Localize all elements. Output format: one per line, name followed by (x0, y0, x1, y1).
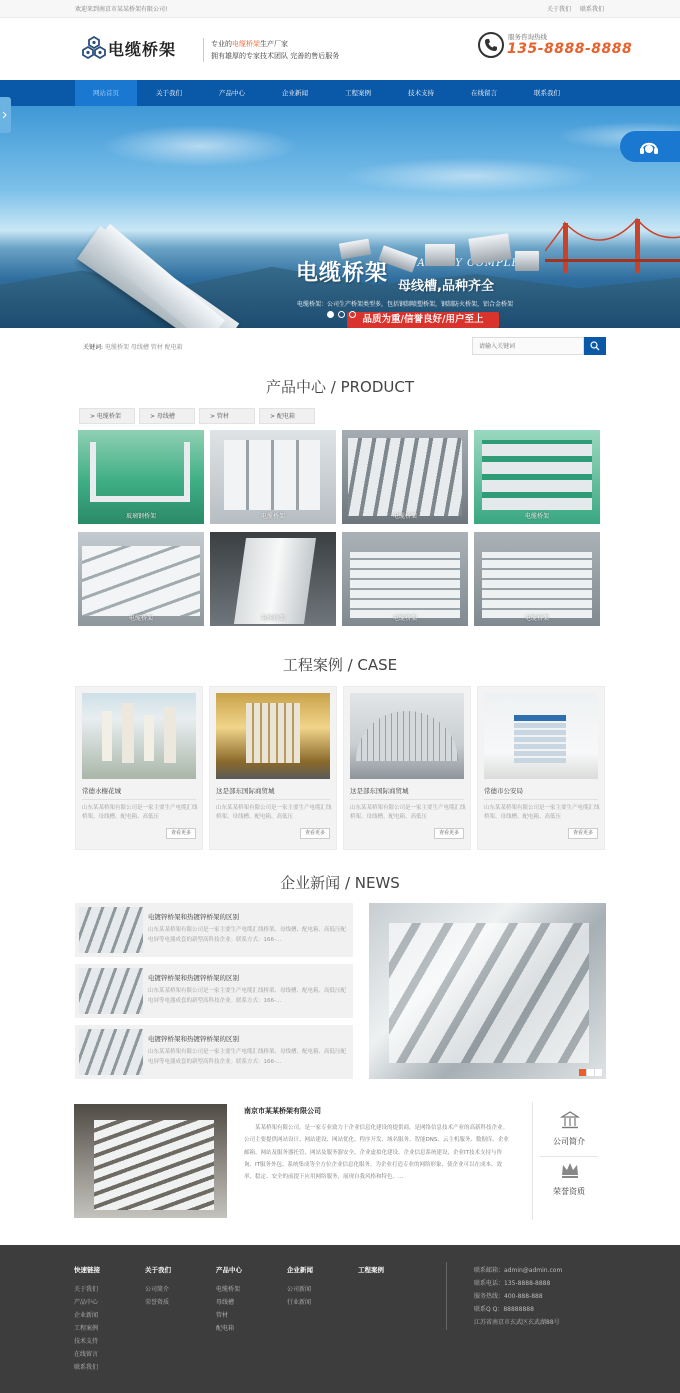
footer-link[interactable]: 母线槽 (216, 1299, 235, 1306)
about-side-honors[interactable]: 荣誉资质 (553, 1187, 585, 1196)
product-caption: 电缆桥架 (392, 513, 417, 520)
footer-link[interactable]: 电缆桥架 (216, 1286, 241, 1293)
case-divider (216, 799, 330, 800)
building-shape (246, 703, 300, 763)
about-image (74, 1104, 227, 1218)
news-title[interactable]: 电镀锌桥架和热镀锌桥架的区别 (148, 913, 239, 921)
banner-product-image (468, 233, 511, 264)
banner-title: 电缆桥架 (296, 261, 389, 286)
banner-product-image (515, 251, 539, 271)
nav-item-about[interactable]: 关于我们 (156, 89, 182, 97)
case-description: 山东某某桥架有限公司是一家主要生产电缆汇线桥架、母线槽、配电箱、高低压 (484, 805, 600, 820)
case-more-button[interactable]: 查看更多 (568, 828, 598, 839)
online-service-button[interactable] (620, 131, 680, 162)
footer-col-title: 关于我们 (145, 1266, 171, 1274)
case-divider (350, 799, 464, 800)
footer-link[interactable]: 企业新闻 (74, 1312, 99, 1319)
news-thumbnail (79, 1029, 143, 1075)
product-card[interactable] (342, 430, 468, 524)
case-more-button[interactable]: 查看更多 (434, 828, 464, 839)
footer-contact-email: 联系邮箱：admin@admin.com (474, 1267, 563, 1274)
about-title: 南京市某某桥架有限公司 (244, 1107, 321, 1115)
news-description: 山东某某桥架有限公司是一家主要生产电缆汇线桥架、母线槽、配电箱、高低压配电屏等电器成套的新型高科技企业。联系方式：166-... (148, 988, 347, 1004)
header-divider (203, 38, 204, 62)
case-description: 山东某某桥架有限公司是一家主要生产电缆汇线桥架、母线槽、配电箱、高低压 (350, 805, 466, 820)
product-tab-cable-tray[interactable]: > 电缆桥架 (79, 408, 135, 424)
footer-link[interactable]: 配电箱 (216, 1325, 235, 1332)
news-slider-dot-1[interactable] (579, 1069, 586, 1076)
logo-text[interactable]: 电缆桥架 (108, 40, 177, 59)
banner-dot-2[interactable] (338, 311, 345, 318)
product-image (482, 552, 592, 618)
news-title[interactable]: 电镀锌桥架和热镀锌桥架的区别 (148, 974, 239, 982)
nav-item-contact[interactable]: 联系我们 (534, 89, 560, 97)
keywords-values[interactable]: 电缆桥架 母线槽 管材 配电箱 (104, 344, 183, 351)
footer-link[interactable]: 技术支持 (74, 1338, 99, 1345)
headset-icon (638, 136, 660, 158)
product-caption: 电缆桥架 (392, 615, 417, 622)
footer-link[interactable]: 行业新闻 (287, 1299, 312, 1306)
banner-title-en: COMPLETE (466, 258, 536, 269)
nav-item-support[interactable]: 技术支持 (408, 89, 434, 97)
search-icon (590, 341, 600, 351)
product-image (82, 546, 200, 616)
news-thumbnail (79, 907, 143, 953)
footer-col-title: 产品中心 (216, 1266, 242, 1274)
product-caption: 电缆桥架 (524, 513, 549, 520)
banner-dot-3[interactable] (349, 311, 356, 318)
top-bar (0, 0, 680, 18)
product-card[interactable] (210, 430, 336, 524)
news-item[interactable] (75, 1025, 353, 1079)
product-image (234, 538, 316, 624)
phone-icon (478, 32, 504, 58)
news-slider-dot-3[interactable] (595, 1069, 602, 1076)
hero-banner[interactable] (0, 106, 680, 328)
case-name: 常德水榭花城 (82, 787, 121, 795)
footer-contact-phone: 联系电话：135-8888-8888 (474, 1280, 551, 1287)
top-link-contact[interactable]: 联系我们 (580, 6, 605, 13)
product-card[interactable] (474, 532, 600, 626)
case-divider (82, 799, 196, 800)
nav-item-cases[interactable]: 工程案例 (345, 89, 371, 97)
search-input[interactable] (472, 337, 584, 355)
about-image-pattern (94, 1120, 214, 1210)
product-image (348, 438, 462, 516)
case-image (216, 693, 330, 779)
product-tab-pipe[interactable]: > 管材 (199, 408, 255, 424)
search-button[interactable] (584, 337, 606, 355)
nav-item-message[interactable]: 在线留言 (471, 89, 497, 97)
product-image (350, 552, 460, 618)
main-nav (0, 80, 680, 106)
news-slider-pagination (579, 1069, 603, 1078)
news-item[interactable] (75, 903, 353, 957)
footer-col-title: 企业新闻 (287, 1266, 313, 1274)
footer (0, 1245, 680, 1393)
case-card[interactable] (343, 686, 471, 850)
footer-link[interactable]: 公司新闻 (287, 1286, 312, 1293)
footer-contact-qq: 联系Q Q：88888888 (474, 1306, 534, 1313)
footer-link[interactable]: 工程案例 (74, 1325, 99, 1332)
side-share-tab[interactable] (0, 97, 11, 133)
building-icon (560, 1110, 580, 1130)
case-description: 山东某某桥架有限公司是一家主要生产电缆汇线桥架、母线槽、配电箱、高低压 (216, 805, 332, 820)
banner-description: 电缆桥架：公司生产桥架类型多，包括钢制喷塑桥架，钢制防火桥架，铝合金桥架 (297, 301, 514, 308)
about-side-company-profile[interactable]: 公司简介 (553, 1137, 585, 1146)
case-image (484, 693, 598, 779)
news-section-title: 企业新闻 / NEWS (280, 874, 400, 892)
banner-subtitle: 母线槽,品种齐全 (398, 279, 494, 294)
product-image (90, 442, 190, 502)
nav-item-home[interactable]: 网站首页 (75, 80, 137, 106)
product-caption: 电缆桥架 (524, 615, 549, 622)
product-caption: 电缆桥架 (128, 615, 153, 622)
case-image (350, 693, 464, 779)
banner-dot-1[interactable] (327, 311, 334, 318)
case-card[interactable] (477, 686, 605, 850)
news-featured-image[interactable] (369, 903, 606, 1079)
footer-link[interactable]: 关于我们 (74, 1286, 99, 1293)
banner-bridge-image (545, 211, 680, 281)
welcome-text: 欢迎来到南京市某某桥架有限公司! (75, 6, 168, 13)
case-divider (484, 799, 598, 800)
product-card[interactable] (342, 532, 468, 626)
news-slider-dot-2[interactable] (587, 1069, 594, 1076)
case-card[interactable] (75, 686, 203, 850)
keywords-bar (83, 342, 183, 351)
product-card[interactable] (474, 430, 600, 524)
case-image (82, 693, 196, 779)
product-card[interactable] (78, 532, 204, 626)
banner-badge: 品质为重/信誉良好/用户至上 (347, 312, 499, 328)
news-item[interactable] (75, 964, 353, 1018)
case-card[interactable] (209, 686, 337, 850)
footer-divider (446, 1262, 447, 1330)
news-title[interactable]: 电镀锌桥架和热镀锌桥架的区别 (148, 1035, 239, 1043)
product-caption: 电缆桥架 (260, 615, 285, 622)
footer-col-title: 快速链接 (74, 1266, 100, 1274)
product-tab-busway[interactable]: > 母线槽 (139, 408, 195, 424)
footer-contact-hotline: 服务热线：400-888-888 (474, 1293, 543, 1300)
case-name: 常德市公安局 (484, 787, 523, 795)
news-description: 山东某某桥架有限公司是一家主要生产电缆汇线桥架、母线槽、配电箱、高低压配电屏等电器成套的新型高科技企业。联系方式：166-... (148, 1049, 347, 1065)
banner-clouds (0, 106, 680, 226)
product-tab-distribution-box[interactable]: > 配电箱 (259, 408, 315, 424)
about-text: 某某桥架有限公司，是一家专业致力于企业信息化建设的提供商，是网络信息技术产业的高新科技企业。公司主要提供网站设计、网站建设、网站优化、程序开发、域名服务、智能DNS、云主机服务、数据库、企业邮箱、网站及服务器托管、网站及服务器安全、企业虚拟化建设、企业信息系统建设、企业IT技术支持与咨询、IT服务外包、系统集成等全方位企业信息化服务。为企业打造专业的网络形象，使企业可以在成本、效率、稳定、安全的前提下应用网络服务，展现自我风格和特色。... (244, 1125, 509, 1181)
product-caption: 玻璃钢桥架 (125, 513, 156, 520)
building-shape (122, 703, 134, 763)
product-image (224, 440, 320, 510)
news-featured-image-pattern (389, 923, 589, 1063)
product-card[interactable] (78, 430, 204, 524)
case-description: 山东某某桥架有限公司是一家主要生产电缆汇线桥架、母线槽、配电箱、高低压 (82, 805, 198, 820)
keywords-label: 关键词: (83, 344, 104, 351)
product-caption: 电缆桥架 (260, 513, 285, 520)
building-shape (514, 715, 566, 763)
footer-link[interactable]: 管材 (216, 1312, 229, 1319)
logo-icon[interactable] (82, 36, 106, 60)
footer-link[interactable]: 联系我们 (74, 1364, 99, 1371)
footer-contact-address: 江苏省南京市玄武区玄武湖88号 (474, 1319, 560, 1326)
case-section-title: 工程案例 / CASE (282, 656, 398, 674)
top-link-about[interactable]: 关于我们 (547, 6, 572, 13)
about-side-divider (540, 1156, 598, 1157)
footer-link[interactable]: 公司简介 (145, 1286, 170, 1293)
product-section-title: 产品中心 / PRODUCT (265, 378, 415, 396)
product-card[interactable] (210, 532, 336, 626)
case-more-button[interactable]: 查看更多 (300, 828, 330, 839)
banner-pagination (327, 311, 360, 320)
footer-link[interactable]: 产品中心 (74, 1299, 99, 1306)
building-shape (164, 707, 176, 763)
building-shape (356, 711, 458, 761)
banner-product-image (425, 244, 455, 266)
nav-item-news[interactable]: 企业新闻 (282, 89, 308, 97)
news-thumbnail (79, 968, 143, 1014)
case-more-button[interactable]: 查看更多 (166, 828, 196, 839)
nav-item-products[interactable]: 产品中心 (219, 89, 245, 97)
header-slogan-2: 拥有雄厚的专家技术团队 完善的售后服务 (211, 52, 340, 60)
footer-col-title[interactable]: 工程案例 (358, 1266, 384, 1274)
header-slogan: 专业的电缆桥架生产厂家 (211, 40, 288, 48)
building-shape (102, 711, 112, 761)
footer-link[interactable]: 荣誉资质 (145, 1299, 170, 1306)
news-description: 山东某某桥架有限公司是一家主要生产电缆汇线桥架、母线槽、配电箱、高低压配电屏等电器成套的新型高科技企业。联系方式：166-... (148, 927, 347, 943)
hotline-number: 135-8888-8888 (507, 41, 633, 57)
footer-link[interactable]: 在线留言 (74, 1351, 99, 1358)
crown-icon (560, 1161, 580, 1179)
case-name: 这是部东国际商贸城 (350, 787, 409, 795)
building-shape (144, 715, 154, 761)
hotline-label: 服务咨询热线 (508, 33, 547, 41)
product-image (482, 440, 592, 510)
case-name: 这是部东国际商贸城 (216, 787, 275, 795)
